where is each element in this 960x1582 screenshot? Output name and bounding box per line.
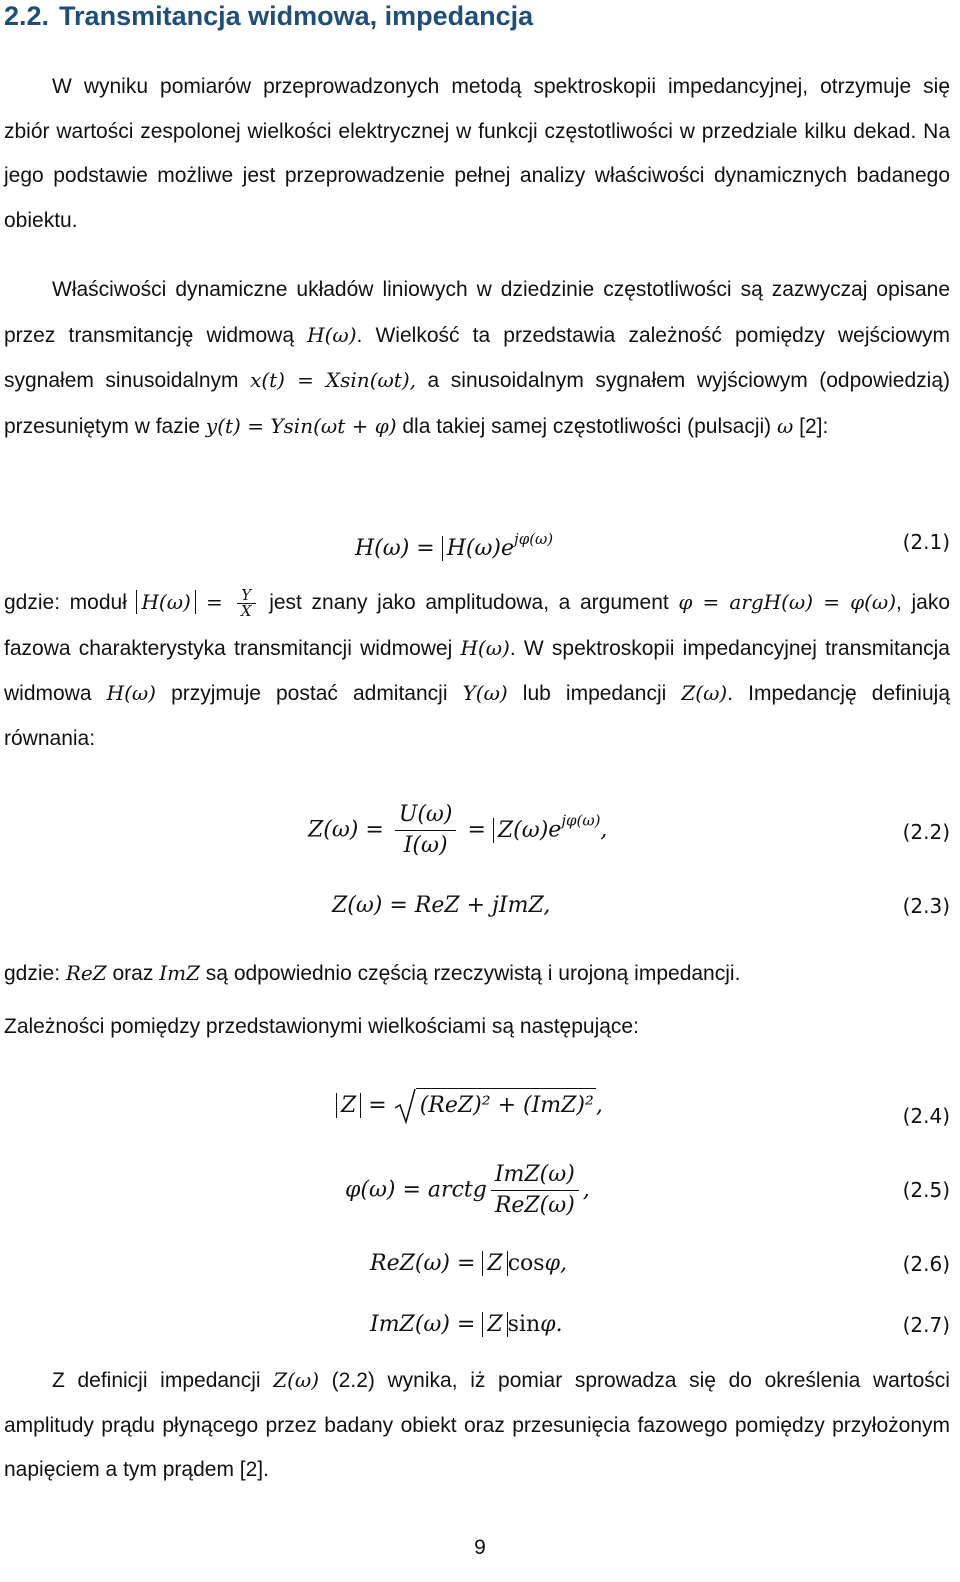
- text-segment: jest znany jako amplitudowa, a argument: [259, 591, 679, 614]
- eq-abs: Z: [336, 1093, 361, 1118]
- eq-lhs: Z(ω) =: [308, 817, 391, 843]
- fraction-denominator: ReZ(ω): [494, 1193, 575, 1218]
- equation-number: (2.4): [902, 1104, 950, 1128]
- eq-base: e: [548, 817, 562, 843]
- math-inline: ReZ: [65, 961, 107, 985]
- text-segment: lub impedancji: [507, 682, 682, 705]
- math-eq: =: [195, 590, 233, 614]
- text-segment: Właściwości dynamiczne układów liniowych w dziedzinie częstotliwości są zazwyczaj opisane przez transmitancję widmową: [4, 278, 950, 347]
- math-inline: ImZ: [159, 961, 200, 985]
- equation-2-2: [308, 800, 607, 861]
- eq-lhs: ImZ(ω) =: [370, 1312, 483, 1337]
- eq-tail: ,: [582, 1177, 590, 1203]
- equation-number: (2.3): [902, 894, 950, 918]
- eq-abs: Z: [482, 1251, 507, 1276]
- text-segment: . Impedancję definiują równania:: [4, 682, 950, 750]
- math-inline: ω: [776, 413, 794, 438]
- math-inline: H(ω): [460, 635, 510, 660]
- text-segment: (2.2) wynika, iż pomiar sprowadza się do określenia wartości amplitudy prądu płynącego przez badany obiekt oraz przesunięcia fazowego pomiędzy przyłożonym napięciem a tym prądem [2].: [4, 1369, 950, 1481]
- section-heading: [4, 0, 954, 32]
- paragraph-relations: [4, 1005, 950, 1050]
- paragraph-text: Zależności pomiędzy przedstawionymi wielkościami są następujące:: [4, 1015, 639, 1038]
- eq-abs: Z(ω): [493, 818, 548, 843]
- radicand: (ReZ)² + (ImZ)²: [416, 1088, 596, 1121]
- equation-number: (2.5): [902, 1178, 950, 1202]
- math-inline: Z(ω): [681, 681, 728, 705]
- eq-tail: ,: [595, 1093, 603, 1118]
- eq-lhs: φ(ω) = arctg: [345, 1177, 487, 1203]
- math-inline: x(t) = Xsin(ωt),: [250, 368, 416, 392]
- equation-2-7: [370, 1310, 563, 1340]
- fraction-denominator: I(ω): [403, 833, 448, 858]
- math-abs: H(ω): [136, 590, 195, 614]
- eq-function: cos: [507, 1251, 545, 1276]
- text-segment: , jako fazowa charakterystyka transmitancji widmowej: [4, 591, 950, 660]
- equation-number: (2.6): [902, 1252, 950, 1276]
- text-segment: gdzie:: [4, 962, 66, 985]
- eq-variable: φ.: [540, 1312, 563, 1337]
- fraction-numerator: Y: [237, 588, 256, 604]
- text-segment: . Wielkość ta przedstawia zależność pomiędzy wejściowym sygnałem sinusoidalnym: [4, 323, 950, 392]
- paragraph-text: W wyniku pomiarów przeprowadzonych metodą spektroskopii impedancyjnej, otrzymuje się zbiór wartości zespolonej wielkości elektrycznej w funkcji częstotliwości w przedziale kilku dekad. Na jego podstawie możliwe jest przeprowadzenie pełnej analizy właściwości dynamicznych badanego obiektu.: [4, 75, 950, 232]
- text-segment: Z definicji impedancji: [52, 1369, 274, 1392]
- fraction-numerator: U(ω): [395, 800, 457, 831]
- text-segment: gdzie: moduł: [4, 591, 137, 614]
- fraction-denominator: X: [240, 602, 252, 620]
- eq-tail: ,: [600, 817, 608, 843]
- paragraph-modulus: [4, 580, 950, 761]
- eq-lhs: ReZ(ω) =: [370, 1251, 483, 1276]
- equation-2-4: [336, 1088, 603, 1121]
- paragraph-conclusion: [4, 1358, 950, 1493]
- math-inline: y(t) = Ysin(ωt + φ): [205, 413, 397, 438]
- text-segment: oraz: [106, 962, 160, 985]
- fraction: [491, 1160, 579, 1221]
- paragraph-intro: [4, 65, 950, 243]
- text-segment: a sinusoidalnym sygnałem wyjściowym (odpowiedzią) przesuniętym w fazie: [4, 369, 950, 438]
- eq-lhs: H(ω) =: [355, 536, 442, 561]
- sqrt: [394, 1088, 596, 1121]
- equation-number: (2.1): [902, 530, 950, 554]
- equation-2-1: [355, 524, 553, 564]
- equation-number: (2.2): [902, 820, 950, 844]
- text-segment: [2]:: [793, 414, 829, 438]
- equation-2-3: Z(ω) = ReZ + jImZ,: [332, 893, 551, 918]
- eq-exponent: jφ(ω): [514, 530, 554, 548]
- math-inline: H(ω): [106, 681, 156, 705]
- fraction: [395, 800, 457, 861]
- page-number: 9: [474, 1536, 486, 1559]
- radical-sign-icon: [394, 1088, 416, 1124]
- fraction-numerator: ImZ(ω): [491, 1160, 579, 1191]
- text-segment: są odpowiednio częścią rzeczywistą i urojoną impedancji.: [199, 962, 741, 985]
- math-inline: Y(ω): [462, 681, 508, 705]
- equation-2-5: [345, 1160, 590, 1221]
- math-inline: [136, 586, 259, 620]
- eq-function: sin: [507, 1312, 541, 1337]
- math-inline: Z(ω): [273, 1368, 320, 1392]
- eq-mid: =: [460, 817, 493, 843]
- equation-2-6: [370, 1249, 567, 1279]
- eq-mid: =: [361, 1093, 394, 1118]
- math-inline: φ = argH(ω) = φ(ω): [678, 590, 897, 614]
- math-inline: H(ω): [307, 322, 357, 347]
- paragraph-transmittance: [4, 268, 950, 449]
- text-segment: przyjmuje postać admitancji: [155, 682, 463, 705]
- paragraph-re-im: [4, 951, 950, 997]
- eq-variable: φ,: [544, 1251, 567, 1276]
- section-number: 2.2.: [4, 1, 50, 31]
- eq-base: e: [501, 536, 515, 561]
- eq-abs: Z: [482, 1312, 507, 1337]
- equation-number: (2.7): [902, 1313, 950, 1337]
- text-segment: . W spektroskopii impedancyjnej transmitancja widmowa: [4, 636, 950, 705]
- eq-exponent: jφ(ω): [561, 811, 601, 830]
- section-title: Transmitancja widmowa, impedancja: [59, 1, 534, 31]
- text-segment: dla takiej samej częstotliwości (pulsacji): [396, 414, 777, 438]
- eq-abs: H(ω): [442, 536, 501, 561]
- fraction: [237, 588, 256, 619]
